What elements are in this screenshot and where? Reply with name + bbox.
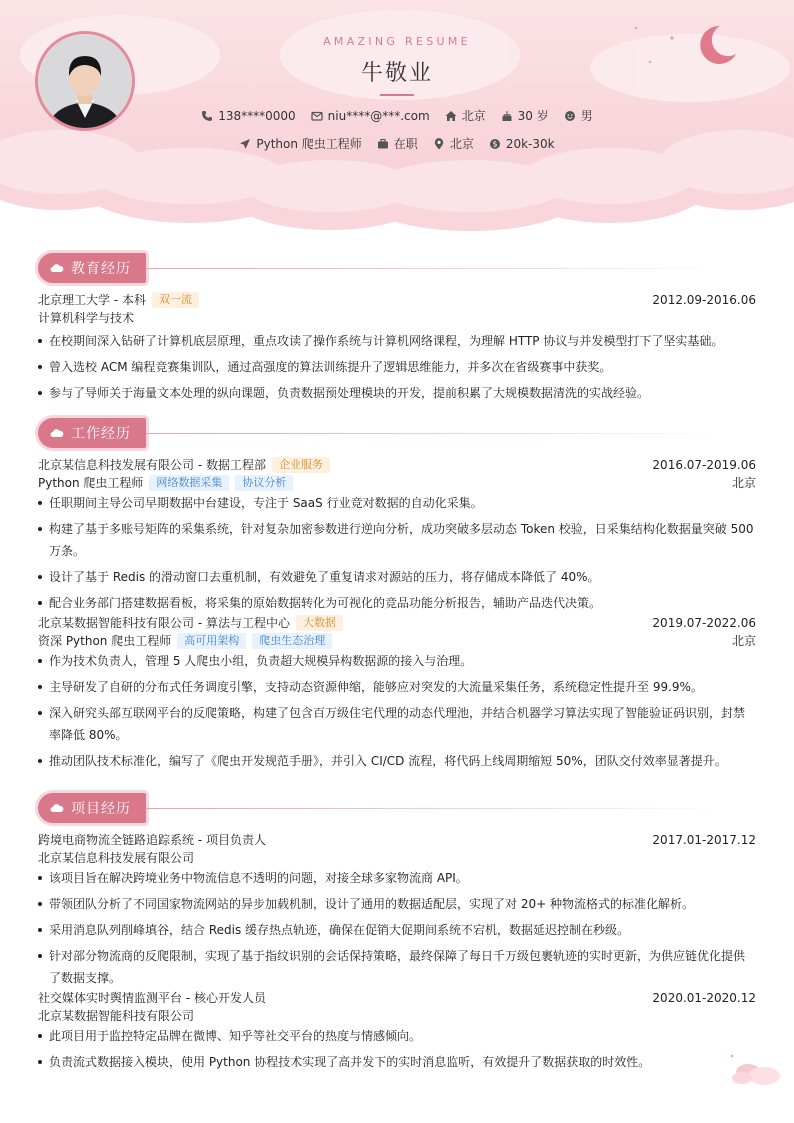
project-name: 跨境电商物流全链路追踪系统 - 项目负责人 (38, 833, 266, 847)
job-date: 2016.07-2019.06 (652, 458, 756, 472)
work-section (38, 418, 756, 776)
job-date: 2019.07-2022.06 (652, 616, 756, 630)
job-company-row (38, 614, 756, 632)
job-role: 资深 Python 爬虫工程师 (38, 634, 172, 648)
status-text: 在职 (393, 137, 418, 151)
tagline: AMAZING RESUME (323, 35, 471, 48)
projects-section (38, 793, 756, 1077)
phone-text: 138****0000 (218, 108, 296, 123)
position-text: Python 爬虫工程师 (256, 137, 362, 151)
projects-title: 项目经历 (71, 801, 131, 817)
gender-item (564, 107, 593, 124)
email-item (311, 109, 430, 123)
work-heading (38, 418, 756, 450)
company-name: 北京某信息科技发展有限公司 - 数据工程部 (38, 458, 266, 472)
list-item: 深入研究头部互联网平台的反爬策略，构建了包含百万级住宅代理的动态代理池，并结合机器学习算法实现了智能验证码识别，封禁率降低 80%。 (38, 702, 756, 746)
project-date: 2020.01-2020.12 (652, 991, 756, 1005)
company-name: 北京某数据智能科技有限公司 - 算法与工程中心 (38, 616, 290, 630)
job-role-row (38, 632, 756, 650)
list-item: 此项目用于监控特定品牌在微博、知乎等社交平台的热度与情感倾向。 (38, 1025, 756, 1047)
industry-tag: 企业服务 (272, 457, 330, 473)
education-row (38, 291, 756, 309)
job-entry (38, 614, 756, 772)
education-section (38, 253, 756, 408)
work-heading-pill (38, 418, 146, 448)
gender-text: 男 (580, 109, 593, 123)
work-title: 工作经历 (71, 426, 131, 442)
major-row (38, 309, 756, 327)
project-company-row (38, 849, 756, 867)
gender-icon (564, 110, 576, 122)
briefcase-icon (377, 138, 389, 150)
project-bullets (38, 867, 756, 989)
salary-text: 20k-30k (505, 136, 555, 151)
skill-tag: 网络数据采集 (149, 475, 229, 491)
phone-icon (201, 110, 213, 122)
position-item (239, 135, 361, 152)
section-divider (146, 433, 726, 434)
industry-tag: 大数据 (296, 615, 343, 631)
candidate-name: 牛敬业 (360, 61, 433, 86)
job-bullets (38, 492, 756, 614)
skill-tag: 协议分析 (235, 475, 293, 491)
list-item: 带领团队分析了不同国家物流网站的异步加载机制，设计了通用的数据适配层，实现了对 20+ 种物流格式的标准化解析。 (38, 893, 756, 915)
cloud-icon (50, 803, 64, 813)
salary-item (489, 137, 555, 151)
cloud-icon (50, 263, 64, 273)
list-item: 该项目旨在解决跨境业务中物流信息不透明的问题，对接全球多家物流商 API。 (38, 867, 756, 889)
cake-icon (501, 110, 513, 122)
education-heading-pill (38, 253, 146, 283)
svg-text:$: $ (492, 139, 498, 149)
list-item: 任职期间主导公司早期数据中台建设，专注于 SaaS 行业竞对数据的自动化采集。 (38, 492, 756, 514)
project-entry (38, 831, 756, 989)
project-entry (38, 989, 756, 1073)
projects-heading (38, 793, 756, 825)
job-city: 北京 (731, 476, 756, 490)
school-tag: 双一流 (152, 292, 199, 308)
money-icon (489, 138, 501, 150)
education-title: 教育经历 (71, 261, 131, 277)
list-item: 作为技术负责人，管理 5 人爬虫小组，负责超大规模异构数据源的接入与治理。 (38, 650, 756, 672)
job-bullets (38, 650, 756, 772)
project-name-row (38, 831, 756, 849)
project-company: 北京某信息科技发展有限公司 (38, 851, 195, 865)
job-entry (38, 456, 756, 614)
job-intent-row (0, 135, 794, 152)
projects-heading-pill (38, 793, 146, 823)
education-entry (38, 291, 756, 404)
list-item: 针对部分物流商的反爬限制，实现了基于指纹识别的会话保持策略，最终保障了每日千万级包裹轨迹的实时更新，为供应链优化提供了数据支撑。 (38, 945, 756, 989)
phone-item (201, 109, 295, 123)
age-item (501, 107, 549, 124)
mail-icon (311, 110, 323, 122)
home-city-text: 北京 (461, 109, 486, 123)
project-company-row (38, 1007, 756, 1025)
job-role-row (38, 474, 756, 492)
target-city-item (433, 135, 474, 152)
list-item: 主导研发了自研的分布式任务调度引擎，支持动态资源伸缩，能够应对突发的大流量采集任务，系统稳定性提升至 99.9%。 (38, 676, 756, 698)
name-underline (380, 94, 414, 96)
job-city: 北京 (731, 634, 756, 648)
status-item (377, 135, 418, 152)
school-name: 北京理工大学 - 本科 (38, 293, 146, 307)
list-item: 设计了基于 Redis 的滑动窗口去重机制，有效避免了重复请求对源站的压力，将存储成本降低了 40%。 (38, 566, 756, 588)
list-item: 在校期间深入钻研了计算机底层原理，重点攻读了操作系统与计算机网络课程，为理解 HTTP 协议与并发模型打下了坚实基础。 (38, 330, 756, 352)
list-item: 构建了基于多账号矩阵的采集系统，针对复杂加密参数进行逆向分析，成功突破多层动态 Token 校验，日采集结构化数据量突破 500 万条。 (38, 518, 756, 562)
section-divider (146, 808, 726, 809)
list-item: 采用消息队列削峰填谷，结合 Redis 缓存热点轨迹，确保在促销大促期间系统不宕机，数据延迟控制在秒级。 (38, 919, 756, 941)
education-date: 2012.09-2016.06 (652, 293, 756, 307)
email-text: niu****@***.com (327, 108, 430, 123)
list-item: 配合业务部门搭建数据看板，将采集的原始数据转化为可视化的竞品功能分析报告，辅助产品迭代决策。 (38, 592, 756, 614)
list-item: 参与了导师关于海量文本处理的纵向课题，负责数据预处理模块的开发，提前积累了大规模数据清洗的实战经验。 (38, 382, 756, 404)
list-item: 曾入选校 ACM 编程竞赛集训队，通过高强度的算法训练提升了逻辑思维能力，并多次在省级赛事中获奖。 (38, 356, 756, 378)
project-name: 社交媒体实时舆情监测平台 - 核心开发人员 (38, 991, 266, 1005)
skill-tag: 高可用架构 (177, 633, 246, 649)
cloud-decoration-icon (728, 1052, 784, 1086)
job-role: Python 爬虫工程师 (38, 476, 144, 490)
section-divider (146, 268, 726, 269)
job-company-row (38, 456, 756, 474)
skill-tag: 爬虫生态治理 (252, 633, 332, 649)
contact-row (0, 107, 794, 124)
home-city-item (445, 107, 486, 124)
education-heading (38, 253, 756, 285)
age-text: 30 岁 (517, 109, 549, 123)
cloud-icon (50, 428, 64, 438)
target-city-text: 北京 (449, 137, 474, 151)
list-item: 推动团队技术标准化，编写了《爬虫开发规范手册》，并引入 CI/CD 流程，将代码上线周期缩短 50%，团队交付效率显著提升。 (38, 750, 756, 772)
resume-header (0, 0, 794, 232)
location-pin-icon (433, 138, 445, 150)
education-bullets (38, 330, 756, 404)
project-name-row (38, 989, 756, 1007)
home-icon (445, 110, 457, 122)
project-bullets (38, 1025, 756, 1073)
major: 计算机科学与技术 (38, 311, 135, 325)
project-company: 北京某数据智能科技有限公司 (38, 1009, 195, 1023)
list-item: 负责流式数据接入模块，使用 Python 协程技术实现了高并发下的实时消息监听，有效提升了数据获取的时效性。 (38, 1051, 756, 1073)
project-date: 2017.01-2017.12 (652, 833, 756, 847)
send-icon (239, 138, 251, 150)
